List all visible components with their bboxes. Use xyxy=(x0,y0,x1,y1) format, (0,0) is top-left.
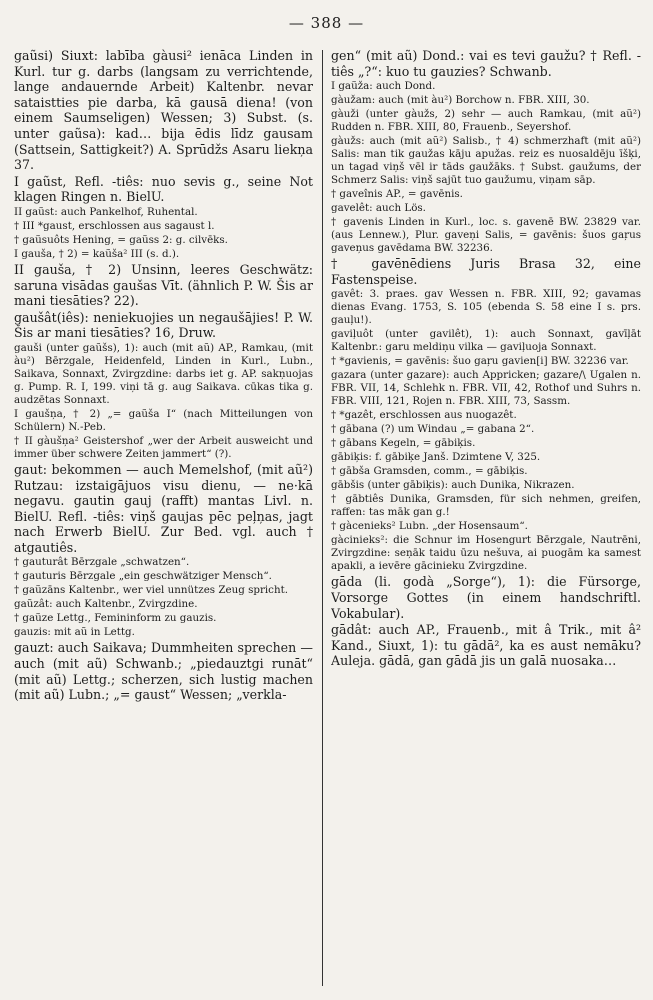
dictionary-entry: gaut: bekommen — auch Memelshof, (mit aũ²) Rutzau: izstaigājuos visu dienu, — ne·kā negavu. gautin gauj (rafft) mantas Livl. n. BielU. Refl. -tiês: viņš gaujas pēc peļņas, jagt nach Erwerb BielU. Zur Bed. vgl. auch † atgautiês. xyxy=(14,461,313,555)
column-divider xyxy=(322,50,323,986)
dictionary-entry: I gauša, † 2) = kaũša² III (s. d.). xyxy=(14,247,180,260)
dictionary-entry: gaušât(iês): neniekuojies un negaušājies! P. W. Šis ar mani tiesāties? 16, Druw. xyxy=(14,309,313,341)
dictionary-entry: gauzt: auch Saikava; Dummheiten sprechen — auch (mit aũ) Schwanb.; „piedauztgi runāt“ (mit aũ) Lettg.; scherzen, sich lustig machen (mit aũ) Lubn.; „= gaust“ Wessen; „verkla- xyxy=(14,640,313,703)
dictionary-entry: I gaũža: auch Dond. xyxy=(331,80,436,93)
dictionary-entry: † gaũzāns Kaltenbr., wer viel unnützes Zeug spricht. xyxy=(14,584,288,597)
dictionary-entry: † gaũze Lettg., Femininform zu gauzis. xyxy=(14,612,217,625)
dictionary-entry: gàužam: auch (mit àu²) Borchow n. FBR. XIII, 30. xyxy=(331,94,590,107)
dictionary-entry: † III *gaust, erschlossen aus sagaust l. xyxy=(14,219,215,232)
dictionary-entry: † gàcenieks² Lubn. „der Hosensaum“. xyxy=(331,520,528,533)
dictionary-entry: gazara (unter gazare): auch Appricken; gazare/\ Ugalen n. FBR. VII, 14, Schlehk n. FBR. VII, 42, Rothof und Suhrs n. FBR. VIII, 121, Rojen n. FBR. XIII, 73, Sassm. xyxy=(331,369,641,408)
dictionary-entry: gàcinieks²: die Schnur im Hosengurt Bērzgale, Nautrēni, Zvirgzdine: seņāk taidu ūzu nešuva, ai puogām ka samest apakli, a ievēre gācinieku Zvirgzdine. xyxy=(331,534,641,573)
dictionary-entry: gavêt: 3. praes. gav Wessen n. FBR. XIII, 92; gavamas dienas Evang. 1753, S. 105 (ebenda S. 58 eine I s. prs. gauļu!). xyxy=(331,288,641,327)
dictionary-entry: gauši (unter gaũšs), 1): auch (mit aũ) AP., Ramkau, (mit àu²) Bērzgale, Heidenfeld, Linden in Kurl., Lubn., Saikava, Sonnaxt, Zvirgzdine: darbs iet g. AP. sakņuojas g. Pump. R. I, 199. viņi tā g. aug Saikava. cūkas tika g. audzētas Sonnaxt. xyxy=(14,341,313,406)
dictionary-entry: gàuži (unter gàužs, 2) sehr — auch Ramkau, (mit aũ²) Rudden n. FBR. XIII, 80, Frauenb., Seyershof. xyxy=(331,108,641,134)
dictionary-entry: † gauturât Bērzgale „schwatzen“. xyxy=(14,556,190,569)
dictionary-entry: † gauturis Bērzgale „ein geschwätziger Mensch“. xyxy=(14,570,272,583)
left-column xyxy=(14,48,313,988)
dictionary-entry: I gaũst, Refl. -tiês: nuo sevis g., seine Not klagen Ringen n. BielU. xyxy=(14,173,313,205)
dictionary-entry: † *gavienis, = gavēnis: šuo gaŗu gavien[i] BW. 32236 var. xyxy=(331,355,629,368)
right-column xyxy=(331,48,641,988)
dictionary-entry: gaviļuôt (unter gavilêt), 1): auch Sonnaxt, gavīļāt Kaltenbr.: garu meldiņu vilka — gaviļuoja Sonnaxt. xyxy=(331,328,641,354)
dictionary-entry: gaũzât: auch Kaltenbr., Zvirgzdine. xyxy=(14,598,198,611)
dictionary-entry: gābiķis: f. gābiķe Janš. Dzimtene V, 325. xyxy=(331,451,541,464)
dictionary-entry: II gauša, † 2) Unsinn, leeres Geschwätz: saruna visādas gaušas Vīt. (ähnlich P. W. Šis ar mani tiesāties? 22). xyxy=(14,261,313,309)
dictionary-entry: † gābtiês Dunika, Gramsden, für sich nehmen, greifen, raffen: tas māk gan g.! xyxy=(331,493,641,519)
dictionary-entry: † gavēnēdiens Juris Brasa 32, eine Fastenspeise. xyxy=(331,256,641,287)
dictionary-entry: gābšis (unter gābiķis): auch Dunika, Nikrazen. xyxy=(331,479,575,492)
dictionary-entry: † gaũsuôts Hening, = gaũss 2: g. cilvēks. xyxy=(14,233,228,246)
dictionary-entry: gen“ (mit aũ) Dond.: vai es tevi gaužu? † Refl. -tiês „?“: kuo tu gauzies? Schwanb. xyxy=(331,48,641,79)
dictionary-entry: gaũsi) Siuxt: labība gàusi² ienāca Linden in Kurl. tur g. darbs (langsam zu verrichtende, lange andauernde Arbeit) Kaltenbr. nevar sataistties pie darba, kā gausā diena! (von einem Saumseligen) Wessen; 3) Subst. (s. unter gaũsa): kad… bija ēdis līdz gausam (Sattsein, Sattigkeit?) A. Sprūdžs Asaru liekņa 37. xyxy=(14,48,313,173)
dictionary-entry: † gaveînis AP., = gavēnis. xyxy=(331,188,463,201)
dictionary-entry: † gavenis Linden in Kurl., loc. s. gavenē BW. 23829 var. (aus Lennew.), Plur. gaveņi Salis, = gavēnis: šuos gaŗus gaveņus gavēdama BW. 32236. xyxy=(331,216,641,255)
dictionary-entry: † gābana (?) um Windau „= gabana 2“. xyxy=(331,423,535,436)
dictionary-entry: II gaũst: auch Pankelhof, Ruhental. xyxy=(14,205,198,218)
dictionary-entry: † II gàušņa² Geistershof „wer der Arbeit ausweicht und immer über schwere Zeiten jammert“ (?). xyxy=(14,434,313,460)
dictionary-entry: gāda (li. godà „Sorge“), 1): die Fürsorge, Vorsorge Gottes (in einem handschriftl. Vokabular). xyxy=(331,574,641,621)
page-number: — 388 — xyxy=(288,14,365,32)
dictionary-entry: † gābša Gramsden, comm., = gābiķis. xyxy=(331,465,528,478)
dictionary-entry: † gābans Kegeln, = gābiķis. xyxy=(331,437,476,450)
dictionary-entry: gādât: auch AP., Frauenb., mit â Trik., mit â² Kand., Siuxt, 1): tu gādā², ka es aust nemāku? Auleja. gādā, gan gādā jis un galā nuosaka… xyxy=(331,622,641,669)
dictionary-entry: gauzis: mit aũ in Lettg. xyxy=(14,626,135,639)
dictionary-entry: I gaušņa, † 2) „= gaũša I“ (nach Mitteilungen von Schülern) N.-Peb. xyxy=(14,407,313,433)
dictionary-entry: † *gazêt, erschlossen aus nuogazêt. xyxy=(331,409,517,422)
dictionary-entry: gavelêt: auch Lös. xyxy=(331,202,426,215)
dictionary-entry: gàužs: auch (mit aũ²) Salisb., † 4) schmerzhaft (mit aũ²) Salis: man tik gaužas kāju apužas. reiz es nuosaldēju īšķi, un tagad viņš vēl ir tāds gaužāks. † Subst. gaužums, der Schmerz Salis: viņš sajūt tuo gaužumu, viņam sāp. xyxy=(331,135,641,187)
